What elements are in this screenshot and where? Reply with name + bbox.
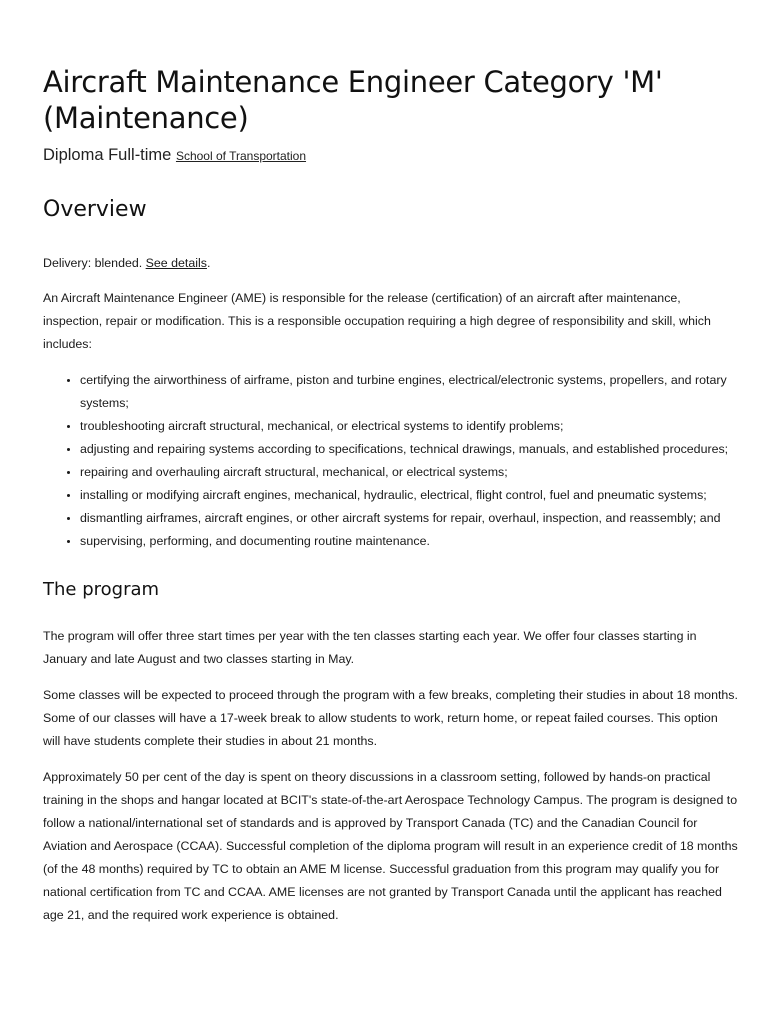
list-item: • supervising, performing, and documenting routine maintenance. (80, 530, 738, 553)
list-item: • troubleshooting aircraft structural, mechanical, or electrical systems to identify problems; (80, 415, 738, 438)
list-item: • adjusting and repairing systems according to specifications, technical drawings, manuals, and established procedures; (80, 438, 738, 461)
delivery-line (43, 252, 738, 275)
list-item: • repairing and overhauling aircraft structural, mechanical, or electrical systems; (80, 461, 738, 484)
see-details-link[interactable]: See details (145, 256, 207, 270)
overview-intro: An Aircraft Maintenance Engineer (AME) is responsible for the release (certification) of an aircraft after maintenance, inspection, repair or modification. This is a responsible occupation requiring a high degree of responsibility and skill, which includes: (43, 291, 711, 351)
program-heading: The program (43, 579, 160, 600)
program-paragraph: Some classes will be expected to proceed through the program with a few breaks, completing their studies in about 18 months. Some of our classes will have a 17-week break to allow students to work, return home, or repeat failed courses. This option will have students complete their studies in about 21 months. (43, 688, 738, 748)
page-title: Aircraft Maintenance Engineer Category 'M' (Maintenance) (43, 65, 663, 135)
program-paragraph: Approximately 50 per cent of the day is spent on theory discussions in a classroom setting, followed by hands-on practical training in the shops and hangar located at BCIT's state-of-the-art Aerospace Technology Campus. The program is designed to follow a national/international set of standards and is approved by Transport Canada (TC) and the Canadian Council for Aviation and Aerospace (CCAA). Successful completion of the diploma program will result in an experience credit of 18 months (of the 48 months) required by TC to obtain an AME M license. Successful graduation from this program may qualify you for national certification from TC and CCAA. AME licenses are not granted by Transport Canada until the applicant has reached age 21, and the required work experience is obtained. (43, 770, 738, 922)
credential-text: Diploma Full-time (43, 146, 172, 164)
school-link[interactable]: School of Transportation (175, 149, 307, 163)
list-item: • installing or modifying aircraft engines, mechanical, hydraulic, electrical, flight control, fuel and pneumatic systems; (80, 484, 738, 507)
delivery-suffix: . (206, 256, 211, 270)
program-paragraph: The program will offer three start times per year with the ten classes starting each year. We offer four classes starting in January and late August and two classes starting in May. (43, 629, 697, 666)
list-item: • dismantling airframes, aircraft engines, or other aircraft systems for repair, overhaul, inspection, and reassembly; and (80, 507, 738, 530)
duties-list (43, 369, 738, 553)
program-credential (43, 146, 738, 165)
overview-heading: Overview (43, 197, 147, 222)
delivery-text: Delivery: blended. (43, 256, 143, 270)
list-item: • certifying the airworthiness of airframe, piston and turbine engines, electrical/electronic systems, propellers, and rotary systems; (80, 369, 738, 415)
